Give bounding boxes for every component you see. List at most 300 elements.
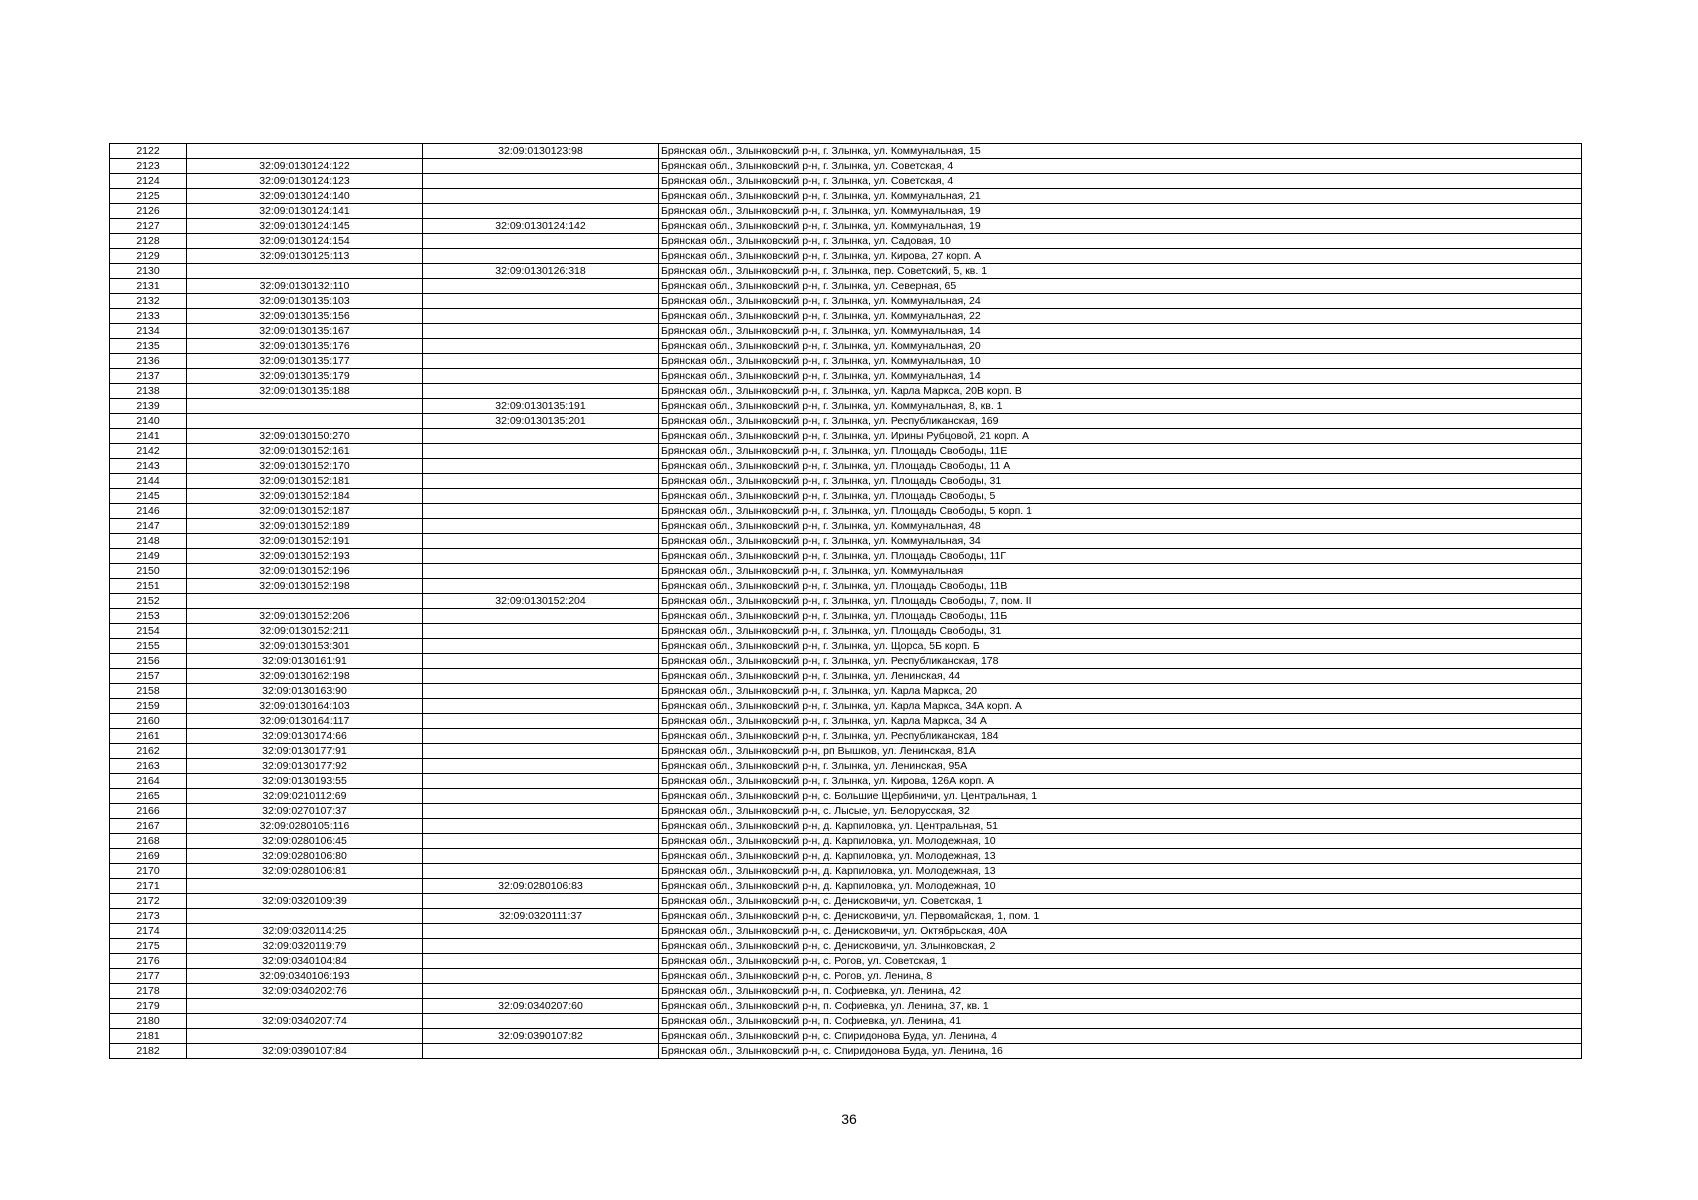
address-cell: Брянская обл., Злынковский р-н, г. Злынка, ул. Площадь Свободы, 7, пом. II xyxy=(659,594,1582,609)
cadastral-number-cell: 32:09:0130152:206 xyxy=(187,609,423,624)
row-number-cell: 2144 xyxy=(110,474,187,489)
related-cadastral-number-cell xyxy=(423,534,659,549)
cadastral-number-cell: 32:09:0130152:187 xyxy=(187,504,423,519)
cadastral-number-cell: 32:09:0130152:196 xyxy=(187,564,423,579)
table-row xyxy=(110,174,1582,189)
address-cell: Брянская обл., Злынковский р-н, г. Злынка, ул. Коммунальная, 14 xyxy=(659,369,1582,384)
cadastral-number-cell: 32:09:0130150:270 xyxy=(187,429,423,444)
address-cell: Брянская обл., Злынковский р-н, с. Большие Щербиничи, ул. Центральная, 1 xyxy=(659,789,1582,804)
related-cadastral-number-cell xyxy=(423,759,659,774)
table-row xyxy=(110,789,1582,804)
table-row xyxy=(110,714,1582,729)
row-number-cell: 2151 xyxy=(110,579,187,594)
cadastral-number-cell: 32:09:0130152:189 xyxy=(187,519,423,534)
row-number-cell: 2177 xyxy=(110,969,187,984)
related-cadastral-number-cell xyxy=(423,564,659,579)
table-row xyxy=(110,279,1582,294)
related-cadastral-number-cell xyxy=(423,384,659,399)
table-body xyxy=(110,144,1582,1059)
address-cell: Брянская обл., Злынковский р-н, д. Карпиловка, ул. Молодежная, 10 xyxy=(659,879,1582,894)
address-cell: Брянская обл., Злынковский р-н, г. Злынка, ул. Кирова, 27 корп. А xyxy=(659,249,1582,264)
table-row xyxy=(110,624,1582,639)
row-number-cell: 2135 xyxy=(110,339,187,354)
table-row xyxy=(110,519,1582,534)
row-number-cell: 2127 xyxy=(110,219,187,234)
cadastral-number-cell: 32:09:0280106:80 xyxy=(187,849,423,864)
cadastral-number-cell: 32:09:0130177:91 xyxy=(187,744,423,759)
row-number-cell: 2152 xyxy=(110,594,187,609)
address-cell: Брянская обл., Злынковский р-н, г. Злынка, ул. Ленинская, 95А xyxy=(659,759,1582,774)
address-cell: Брянская обл., Злынковский р-н, с. Рогов, ул. Ленина, 8 xyxy=(659,969,1582,984)
row-number-cell: 2134 xyxy=(110,324,187,339)
table-row xyxy=(110,639,1582,654)
table-row xyxy=(110,384,1582,399)
row-number-cell: 2161 xyxy=(110,729,187,744)
address-cell: Брянская обл., Злынковский р-н, г. Злынка, ул. Республиканская, 169 xyxy=(659,414,1582,429)
address-cell: Брянская обл., Злынковский р-н, г. Злынка, ул. Площадь Свободы, 31 xyxy=(659,474,1582,489)
cadastral-number-cell: 32:09:0130135:103 xyxy=(187,294,423,309)
table-row xyxy=(110,819,1582,834)
related-cadastral-number-cell xyxy=(423,174,659,189)
row-number-cell: 2133 xyxy=(110,309,187,324)
related-cadastral-number-cell xyxy=(423,549,659,564)
cadastral-number-cell: 32:09:0130152:181 xyxy=(187,474,423,489)
row-number-cell: 2147 xyxy=(110,519,187,534)
cadastral-number-cell xyxy=(187,264,423,279)
address-cell: Брянская обл., Злынковский р-н, с. Рогов, ул. Советская, 1 xyxy=(659,954,1582,969)
related-cadastral-number-cell xyxy=(423,849,659,864)
table-row xyxy=(110,399,1582,414)
cadastral-number-cell xyxy=(187,399,423,414)
row-number-cell: 2156 xyxy=(110,654,187,669)
related-cadastral-number-cell xyxy=(423,729,659,744)
row-number-cell: 2122 xyxy=(110,144,187,159)
related-cadastral-number-cell xyxy=(423,669,659,684)
cadastral-number-cell xyxy=(187,879,423,894)
cadastral-number-cell: 32:09:0130174:66 xyxy=(187,729,423,744)
cadastral-number-cell: 32:09:0130162:198 xyxy=(187,669,423,684)
row-number-cell: 2158 xyxy=(110,684,187,699)
table-row xyxy=(110,414,1582,429)
cadastral-number-cell xyxy=(187,594,423,609)
related-cadastral-number-cell xyxy=(423,609,659,624)
table-row xyxy=(110,744,1582,759)
related-cadastral-number-cell xyxy=(423,579,659,594)
cadastral-number-cell: 32:09:0130135:176 xyxy=(187,339,423,354)
row-number-cell: 2142 xyxy=(110,444,187,459)
row-number-cell: 2170 xyxy=(110,864,187,879)
address-cell: Брянская обл., Злынковский р-н, д. Карпиловка, ул. Молодежная, 13 xyxy=(659,864,1582,879)
cadastral-number-cell: 32:09:0130163:90 xyxy=(187,684,423,699)
row-number-cell: 2155 xyxy=(110,639,187,654)
cadastral-number-cell: 32:09:0130124:123 xyxy=(187,174,423,189)
related-cadastral-number-cell: 32:09:0340207:60 xyxy=(423,999,659,1014)
address-cell: Брянская обл., Злынковский р-н, г. Злынка, ул. Ленинская, 44 xyxy=(659,669,1582,684)
cadastral-number-cell: 32:09:0130124:154 xyxy=(187,234,423,249)
address-cell: Брянская обл., Злынковский р-н, г. Злынка, ул. Площадь Свободы, 5 xyxy=(659,489,1582,504)
table-row xyxy=(110,294,1582,309)
address-cell: Брянская обл., Злынковский р-н, г. Злынка, ул. Коммунальная, 22 xyxy=(659,309,1582,324)
related-cadastral-number-cell xyxy=(423,984,659,999)
related-cadastral-number-cell xyxy=(423,924,659,939)
cadastral-number-cell: 32:09:0130132:110 xyxy=(187,279,423,294)
row-number-cell: 2146 xyxy=(110,504,187,519)
table-row xyxy=(110,1029,1582,1044)
address-cell: Брянская обл., Злынковский р-н, г. Злынка, ул. Коммунальная, 24 xyxy=(659,294,1582,309)
cadastral-number-cell: 32:09:0340104:84 xyxy=(187,954,423,969)
related-cadastral-number-cell xyxy=(423,459,659,474)
address-cell: Брянская обл., Злынковский р-н, с. Денисковичи, ул. Первомайская, 1, пом. 1 xyxy=(659,909,1582,924)
row-number-cell: 2172 xyxy=(110,894,187,909)
cadastral-number-cell: 32:09:0130164:103 xyxy=(187,699,423,714)
row-number-cell: 2154 xyxy=(110,624,187,639)
table-row xyxy=(110,1014,1582,1029)
cadastral-number-cell: 32:09:0130177:92 xyxy=(187,759,423,774)
cadastral-number-cell: 32:09:0130152:191 xyxy=(187,534,423,549)
table-row xyxy=(110,144,1582,159)
table-row xyxy=(110,879,1582,894)
related-cadastral-number-cell: 32:09:0130152:204 xyxy=(423,594,659,609)
related-cadastral-number-cell: 32:09:0130135:191 xyxy=(423,399,659,414)
cadastral-number-cell: 32:09:0130193:55 xyxy=(187,774,423,789)
related-cadastral-number-cell xyxy=(423,954,659,969)
address-cell: Брянская обл., Злынковский р-н, г. Злынка, ул. Карла Маркса, 34 А xyxy=(659,714,1582,729)
related-cadastral-number-cell xyxy=(423,774,659,789)
row-number-cell: 2157 xyxy=(110,669,187,684)
address-cell: Брянская обл., Злынковский р-н, г. Злынка, ул. Коммунальная, 20 xyxy=(659,339,1582,354)
related-cadastral-number-cell xyxy=(423,789,659,804)
cadastral-number-cell: 32:09:0130135:177 xyxy=(187,354,423,369)
related-cadastral-number-cell xyxy=(423,354,659,369)
table-row xyxy=(110,444,1582,459)
table-row xyxy=(110,264,1582,279)
row-number-cell: 2138 xyxy=(110,384,187,399)
row-number-cell: 2123 xyxy=(110,159,187,174)
address-cell: Брянская обл., Злынковский р-н, с. Лысые, ул. Белорусская, 32 xyxy=(659,804,1582,819)
row-number-cell: 2167 xyxy=(110,819,187,834)
cadastral-number-cell: 32:09:0130152:193 xyxy=(187,549,423,564)
address-cell: Брянская обл., Злынковский р-н, г. Злынка, ул. Коммунальная, 8, кв. 1 xyxy=(659,399,1582,414)
table-row xyxy=(110,459,1582,474)
address-cell: Брянская обл., Злынковский р-н, с. Спиридонова Буда, ул. Ленина, 4 xyxy=(659,1029,1582,1044)
address-cell: Брянская обл., Злынковский р-н, п. Софиевка, ул. Ленина, 42 xyxy=(659,984,1582,999)
row-number-cell: 2179 xyxy=(110,999,187,1014)
related-cadastral-number-cell xyxy=(423,489,659,504)
table-row xyxy=(110,909,1582,924)
related-cadastral-number-cell xyxy=(423,504,659,519)
address-cell: Брянская обл., Злынковский р-н, г. Злынка, пер. Советский, 5, кв. 1 xyxy=(659,264,1582,279)
table-row xyxy=(110,249,1582,264)
cadastral-number-cell: 32:09:0130135:167 xyxy=(187,324,423,339)
table-row xyxy=(110,309,1582,324)
related-cadastral-number-cell xyxy=(423,324,659,339)
cadastral-number-cell: 32:09:0130124:122 xyxy=(187,159,423,174)
row-number-cell: 2125 xyxy=(110,189,187,204)
table-row xyxy=(110,354,1582,369)
table-row xyxy=(110,429,1582,444)
related-cadastral-number-cell xyxy=(423,339,659,354)
related-cadastral-number-cell xyxy=(423,369,659,384)
cadastral-number-cell: 32:09:0130153:301 xyxy=(187,639,423,654)
address-cell: Брянская обл., Злынковский р-н, г. Злынка, ул. Карла Маркса, 20 xyxy=(659,684,1582,699)
row-number-cell: 2141 xyxy=(110,429,187,444)
table-row xyxy=(110,534,1582,549)
row-number-cell: 2171 xyxy=(110,879,187,894)
address-cell: Брянская обл., Злынковский р-н, г. Злынка, ул. Республиканская, 178 xyxy=(659,654,1582,669)
related-cadastral-number-cell xyxy=(423,624,659,639)
cadastral-number-cell: 32:09:0130152:170 xyxy=(187,459,423,474)
address-cell: Брянская обл., Злынковский р-н, с. Денисковичи, ул. Октябрьская, 40А xyxy=(659,924,1582,939)
related-cadastral-number-cell xyxy=(423,804,659,819)
related-cadastral-number-cell xyxy=(423,744,659,759)
row-number-cell: 2180 xyxy=(110,1014,187,1029)
table-row xyxy=(110,564,1582,579)
table-row xyxy=(110,699,1582,714)
related-cadastral-number-cell xyxy=(423,159,659,174)
row-number-cell: 2165 xyxy=(110,789,187,804)
related-cadastral-number-cell xyxy=(423,714,659,729)
row-number-cell: 2150 xyxy=(110,564,187,579)
table-row xyxy=(110,489,1582,504)
address-cell: Брянская обл., Злынковский р-н, г. Злынка, ул. Площадь Свободы, 11Г xyxy=(659,549,1582,564)
row-number-cell: 2181 xyxy=(110,1029,187,1044)
table-row xyxy=(110,954,1582,969)
address-cell: Брянская обл., Злынковский р-н, г. Злынка, ул. Площадь Свободы, 11В xyxy=(659,579,1582,594)
row-number-cell: 2175 xyxy=(110,939,187,954)
cadastral-number-cell: 32:09:0130124:141 xyxy=(187,204,423,219)
table-row xyxy=(110,669,1582,684)
cadastral-number-cell: 32:09:0340202:76 xyxy=(187,984,423,999)
related-cadastral-number-cell xyxy=(423,834,659,849)
row-number-cell: 2174 xyxy=(110,924,187,939)
address-cell: Брянская обл., Злынковский р-н, с. Денисковичи, ул. Злынковская, 2 xyxy=(659,939,1582,954)
address-cell: Брянская обл., Злынковский р-н, г. Злынка, ул. Коммунальная, 19 xyxy=(659,219,1582,234)
address-cell: Брянская обл., Злынковский р-н, рп Вышков, ул. Ленинская, 81А xyxy=(659,744,1582,759)
address-cell: Брянская обл., Злынковский р-н, г. Злынка, ул. Коммунальная, 21 xyxy=(659,189,1582,204)
address-cell: Брянская обл., Злынковский р-н, г. Злынка, ул. Северная, 65 xyxy=(659,279,1582,294)
table-row xyxy=(110,234,1582,249)
address-cell: Брянская обл., Злынковский р-н, г. Злынка, ул. Коммунальная, 14 xyxy=(659,324,1582,339)
cadastral-number-cell: 32:09:0130125:113 xyxy=(187,249,423,264)
related-cadastral-number-cell xyxy=(423,864,659,879)
row-number-cell: 2145 xyxy=(110,489,187,504)
cadastral-number-cell: 32:09:0340207:74 xyxy=(187,1014,423,1029)
property-table xyxy=(109,143,1582,1059)
related-cadastral-number-cell xyxy=(423,894,659,909)
page-number: 36 xyxy=(841,1111,857,1127)
cadastral-number-cell: 32:09:0340106:193 xyxy=(187,969,423,984)
row-number-cell: 2140 xyxy=(110,414,187,429)
table-row xyxy=(110,999,1582,1014)
cadastral-number-cell: 32:09:0130164:117 xyxy=(187,714,423,729)
row-number-cell: 2132 xyxy=(110,294,187,309)
related-cadastral-number-cell xyxy=(423,279,659,294)
cadastral-number-cell: 32:09:0130152:161 xyxy=(187,444,423,459)
row-number-cell: 2163 xyxy=(110,759,187,774)
table-row xyxy=(110,834,1582,849)
row-number-cell: 2173 xyxy=(110,909,187,924)
table-row xyxy=(110,654,1582,669)
table-row xyxy=(110,339,1582,354)
address-cell: Брянская обл., Злынковский р-н, г. Злынка, ул. Площадь Свободы, 5 корп. 1 xyxy=(659,504,1582,519)
table-row xyxy=(110,594,1582,609)
row-number-cell: 2153 xyxy=(110,609,187,624)
table-row xyxy=(110,939,1582,954)
related-cadastral-number-cell: 32:09:0280106:83 xyxy=(423,879,659,894)
address-cell: Брянская обл., Злынковский р-н, г. Злынка, ул. Карла Маркса, 34А корп. А xyxy=(659,699,1582,714)
address-cell: Брянская обл., Злынковский р-н, п. Софиевка, ул. Ленина, 41 xyxy=(659,1014,1582,1029)
cadastral-number-cell: 32:09:0390107:84 xyxy=(187,1044,423,1059)
cadastral-number-cell: 32:09:0280106:45 xyxy=(187,834,423,849)
table-row xyxy=(110,759,1582,774)
related-cadastral-number-cell xyxy=(423,654,659,669)
related-cadastral-number-cell xyxy=(423,429,659,444)
related-cadastral-number-cell: 32:09:0390107:82 xyxy=(423,1029,659,1044)
address-cell: Брянская обл., Злынковский р-н, д. Карпиловка, ул. Молодежная, 10 xyxy=(659,834,1582,849)
row-number-cell: 2178 xyxy=(110,984,187,999)
table-row xyxy=(110,159,1582,174)
related-cadastral-number-cell xyxy=(423,519,659,534)
related-cadastral-number-cell xyxy=(423,309,659,324)
address-cell: Брянская обл., Злынковский р-н, г. Злынка, ул. Коммунальная, 15 xyxy=(659,144,1582,159)
table-row xyxy=(110,774,1582,789)
row-number-cell: 2126 xyxy=(110,204,187,219)
related-cadastral-number-cell xyxy=(423,189,659,204)
row-number-cell: 2168 xyxy=(110,834,187,849)
related-cadastral-number-cell xyxy=(423,969,659,984)
related-cadastral-number-cell xyxy=(423,249,659,264)
address-cell: Брянская обл., Злынковский р-н, с. Спиридонова Буда, ул. Ленина, 16 xyxy=(659,1044,1582,1059)
cadastral-number-cell: 32:09:0270107:37 xyxy=(187,804,423,819)
cadastral-number-cell xyxy=(187,999,423,1014)
address-cell: Брянская обл., Злынковский р-н, д. Карпиловка, ул. Центральная, 51 xyxy=(659,819,1582,834)
address-cell: Брянская обл., Злынковский р-н, г. Злынка, ул. Коммунальная, 10 xyxy=(659,354,1582,369)
cadastral-number-cell: 32:09:0280106:81 xyxy=(187,864,423,879)
address-cell: Брянская обл., Злынковский р-н, г. Злынка, ул. Площадь Свободы, 11Е xyxy=(659,444,1582,459)
table-row xyxy=(110,894,1582,909)
address-cell: Брянская обл., Злынковский р-н, г. Злынка, ул. Советская, 4 xyxy=(659,159,1582,174)
address-cell: Брянская обл., Злынковский р-н, г. Злынка, ул. Площадь Свободы, 31 xyxy=(659,624,1582,639)
related-cadastral-number-cell xyxy=(423,444,659,459)
address-cell: Брянская обл., Злынковский р-н, г. Злынка, ул. Республиканская, 184 xyxy=(659,729,1582,744)
row-number-cell: 2160 xyxy=(110,714,187,729)
cadastral-number-cell: 32:09:0130135:156 xyxy=(187,309,423,324)
table-row xyxy=(110,549,1582,564)
row-number-cell: 2162 xyxy=(110,744,187,759)
cadastral-number-cell: 32:09:0130152:184 xyxy=(187,489,423,504)
row-number-cell: 2169 xyxy=(110,849,187,864)
cadastral-number-cell xyxy=(187,144,423,159)
table-row xyxy=(110,189,1582,204)
address-cell: Брянская обл., Злынковский р-н, г. Злынка, ул. Карла Маркса, 20В корп. В xyxy=(659,384,1582,399)
cadastral-number-cell: 32:09:0130135:179 xyxy=(187,369,423,384)
table-row xyxy=(110,984,1582,999)
table-row xyxy=(110,219,1582,234)
address-cell: Брянская обл., Злынковский р-н, г. Злынка, ул. Щорса, 5Б корп. Б xyxy=(659,639,1582,654)
table-row xyxy=(110,579,1582,594)
table-row xyxy=(110,609,1582,624)
row-number-cell: 2124 xyxy=(110,174,187,189)
related-cadastral-number-cell xyxy=(423,294,659,309)
address-cell: Брянская обл., Злынковский р-н, г. Злынка, ул. Ирины Рубцовой, 21 корп. А xyxy=(659,429,1582,444)
table-row xyxy=(110,369,1582,384)
row-number-cell: 2128 xyxy=(110,234,187,249)
cadastral-number-cell xyxy=(187,414,423,429)
related-cadastral-number-cell xyxy=(423,1044,659,1059)
cadastral-number-cell: 32:09:0210112:69 xyxy=(187,789,423,804)
table-row xyxy=(110,849,1582,864)
row-number-cell: 2129 xyxy=(110,249,187,264)
table-row xyxy=(110,474,1582,489)
row-number-cell: 2137 xyxy=(110,369,187,384)
related-cadastral-number-cell xyxy=(423,204,659,219)
address-cell: Брянская обл., Злынковский р-н, г. Злынка, ул. Площадь Свободы, 11 А xyxy=(659,459,1582,474)
row-number-cell: 2139 xyxy=(110,399,187,414)
table-row xyxy=(110,729,1582,744)
table-row xyxy=(110,804,1582,819)
cadastral-number-cell xyxy=(187,1029,423,1044)
table-row xyxy=(110,969,1582,984)
cadastral-number-cell: 32:09:0130152:211 xyxy=(187,624,423,639)
related-cadastral-number-cell: 32:09:0130123:98 xyxy=(423,144,659,159)
address-cell: Брянская обл., Злынковский р-н, г. Злынка, ул. Коммунальная, 19 xyxy=(659,204,1582,219)
related-cadastral-number-cell xyxy=(423,684,659,699)
cadastral-number-cell: 32:09:0320119:79 xyxy=(187,939,423,954)
address-cell: Брянская обл., Злынковский р-н, п. Софиевка, ул. Ленина, 37, кв. 1 xyxy=(659,999,1582,1014)
address-cell: Брянская обл., Злынковский р-н, г. Злынка, ул. Коммунальная xyxy=(659,564,1582,579)
related-cadastral-number-cell xyxy=(423,1014,659,1029)
address-cell: Брянская обл., Злынковский р-н, г. Злынка, ул. Советская, 4 xyxy=(659,174,1582,189)
table-row xyxy=(110,684,1582,699)
address-cell: Брянская обл., Злынковский р-н, г. Злынка, ул. Коммунальная, 48 xyxy=(659,519,1582,534)
address-cell: Брянская обл., Злынковский р-н, г. Злынка, ул. Садовая, 10 xyxy=(659,234,1582,249)
row-number-cell: 2136 xyxy=(110,354,187,369)
related-cadastral-number-cell xyxy=(423,234,659,249)
related-cadastral-number-cell: 32:09:0130124:142 xyxy=(423,219,659,234)
address-cell: Брянская обл., Злынковский р-н, с. Денисковичи, ул. Советская, 1 xyxy=(659,894,1582,909)
address-cell: Брянская обл., Злынковский р-н, г. Злынка, ул. Кирова, 126А корп. А xyxy=(659,774,1582,789)
cadastral-number-cell: 32:09:0130152:198 xyxy=(187,579,423,594)
cadastral-number-cell: 32:09:0130124:140 xyxy=(187,189,423,204)
related-cadastral-number-cell xyxy=(423,474,659,489)
row-number-cell: 2159 xyxy=(110,699,187,714)
related-cadastral-number-cell: 32:09:0320111:37 xyxy=(423,909,659,924)
table-row xyxy=(110,504,1582,519)
cadastral-number-cell: 32:09:0280105:116 xyxy=(187,819,423,834)
row-number-cell: 2166 xyxy=(110,804,187,819)
row-number-cell: 2176 xyxy=(110,954,187,969)
row-number-cell: 2164 xyxy=(110,774,187,789)
cadastral-number-cell: 32:09:0320114:25 xyxy=(187,924,423,939)
table-row xyxy=(110,324,1582,339)
table-row xyxy=(110,924,1582,939)
row-number-cell: 2182 xyxy=(110,1044,187,1059)
table-row xyxy=(110,204,1582,219)
address-cell: Брянская обл., Злынковский р-н, д. Карпиловка, ул. Молодежная, 13 xyxy=(659,849,1582,864)
cadastral-number-cell xyxy=(187,909,423,924)
cadastral-number-cell: 32:09:0130124:145 xyxy=(187,219,423,234)
related-cadastral-number-cell: 32:09:0130126:318 xyxy=(423,264,659,279)
table-row xyxy=(110,864,1582,879)
address-cell: Брянская обл., Злынковский р-н, г. Злынка, ул. Площадь Свободы, 11Б xyxy=(659,609,1582,624)
cadastral-number-cell: 32:09:0130161:91 xyxy=(187,654,423,669)
cadastral-number-cell: 32:09:0320109:39 xyxy=(187,894,423,909)
related-cadastral-number-cell xyxy=(423,699,659,714)
related-cadastral-number-cell xyxy=(423,939,659,954)
related-cadastral-number-cell xyxy=(423,819,659,834)
table-row xyxy=(110,1044,1582,1059)
row-number-cell: 2143 xyxy=(110,459,187,474)
